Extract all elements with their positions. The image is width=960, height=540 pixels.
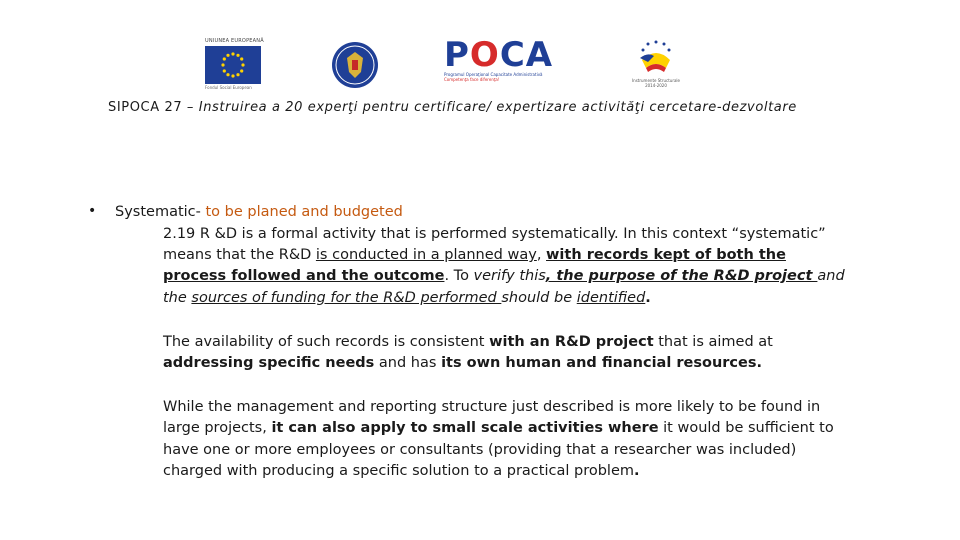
structural-instruments-text: Instrumente Structurale (632, 78, 680, 83)
government-seal-icon (330, 40, 380, 90)
p3-l4a: charged with producing a specific solution to a practical problem (163, 463, 634, 479)
p1-line-5 (163, 288, 651, 308)
structural-instruments-years: 2014-2020 (645, 83, 667, 88)
p2-line-1 (163, 332, 773, 352)
p3-l2c: it would be sufficient to (658, 420, 834, 436)
eu-logo-top-text: UNIUNEA EUROPEANĂ (205, 38, 264, 44)
eu-logo (205, 38, 267, 90)
p1-l4a: process followed and the outcome (163, 268, 445, 284)
p1-lead-highlight: to be planed and budgeted (205, 204, 403, 220)
p1-line-3 (163, 245, 786, 265)
project-title-text: Instruirea a 20 experţi pentru certificare/ expertizare activităţi cercetare-dezvoltare (198, 100, 797, 115)
p2-l1c: that is aimed at (653, 334, 773, 350)
p3-line-2 (163, 418, 834, 438)
p2-l2a: addressing specific needs (163, 355, 375, 371)
p1-l5a: the (163, 290, 192, 306)
p1-lead: Systematic- (115, 204, 206, 220)
p2-l1a: The availability of such records is consistent (163, 334, 490, 350)
poca-logo (444, 35, 564, 92)
structural-instruments-logo (626, 38, 686, 92)
bullet-point: • (88, 203, 97, 219)
p3-l4b: . (634, 463, 640, 479)
p3-line-3: have one or more employees or consultants (providing that a researcher was included) (163, 442, 797, 458)
p3-line-4 (163, 461, 640, 481)
p3-l2b: it can also apply to small scale activities where (271, 420, 659, 436)
p2-l2b: and has (374, 355, 442, 371)
p1-l5d: identified (576, 290, 646, 306)
p1-l5c: should be (501, 290, 577, 306)
poca-wordmark: POCA (444, 35, 554, 75)
p1-line-1 (115, 202, 403, 222)
stars-circle-icon (626, 38, 686, 74)
p1-l4d: , the purpose of the R&D project (545, 268, 818, 284)
poca-subtitle: Programul Operaţional Capacitate Administrativă (444, 72, 543, 77)
p2-l2c: its own human and financial resources. (441, 355, 762, 371)
p1-l5b: sources of funding for the R&D performed (191, 290, 502, 306)
p3-line-1: While the management and reporting structure just described is more likely to be found in (163, 399, 821, 415)
eu-flag-icon (205, 46, 261, 84)
p1-l4e: and (817, 268, 845, 284)
government-logo (330, 40, 380, 90)
p1-l3d: with records kept of both the (546, 247, 786, 263)
p1-line-2: 2.19 R &D is a formal activity that is performed systematically. In this context “systematic” (163, 226, 826, 242)
p1-l3b: is conducted in a planned way (315, 247, 537, 263)
eu-logo-bottom-text: Fondul Social European (205, 85, 252, 90)
p2-line-2 (163, 353, 762, 373)
p2-l1b: with an R&D project (489, 334, 654, 350)
p1-l4b: . To (444, 268, 474, 284)
project-title (108, 100, 868, 115)
p1-l3a: means that the R&D (163, 247, 316, 263)
p1-l5e: . (645, 290, 651, 306)
p1-l3c: , (536, 247, 547, 263)
poca-tagline: Competenţa face diferenţa! (444, 77, 500, 82)
project-title-prefix: SIPOCA 27 – (108, 100, 199, 115)
p1-l4c: verify this (473, 268, 546, 284)
p1-line-4 (163, 266, 845, 286)
p3-l2a: large projects, (163, 420, 272, 436)
